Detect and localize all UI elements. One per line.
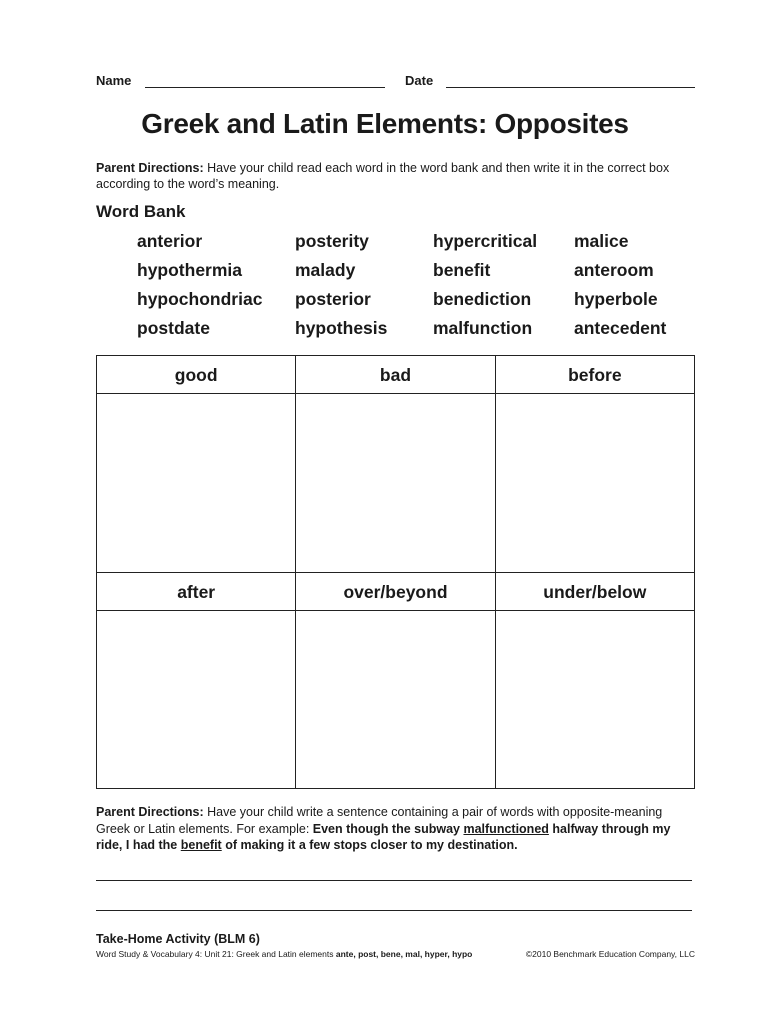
header-under-below: under/below [495, 573, 694, 610]
sorting-table-bottom [96, 572, 695, 789]
word-bank-word: anteroom [574, 260, 654, 280]
header-after: after [177, 582, 216, 602]
directions-label: Parent Directions: [96, 161, 204, 175]
word-bank-word: posterity [295, 231, 369, 251]
directions-label: Parent Directions: [96, 805, 204, 819]
sentence-answer-line-2[interactable] [96, 910, 692, 911]
answer-box-over-beyond[interactable] [295, 611, 494, 788]
word-bank-word: hypothermia [137, 260, 243, 280]
answer-box-good[interactable] [97, 394, 295, 572]
example-text: halfway through my ride, I had the [96, 821, 671, 852]
table-body-row [97, 394, 694, 572]
word-bank-column-1 [137, 228, 262, 344]
word-bank-word: malady [295, 260, 356, 280]
example-word-benefit: benefit [180, 838, 222, 852]
footer-unit-info [96, 949, 472, 959]
word-bank-word: hypercritical [433, 231, 538, 251]
sorting-table-top [96, 355, 695, 573]
word-bank-word: hypochondriac [137, 289, 263, 309]
word-bank-word: hyperbole [574, 289, 658, 309]
table-body-row [97, 611, 694, 788]
word-bank-word: malice [574, 231, 629, 251]
word-bank-word: postdate [137, 318, 210, 338]
footer-activity-title: Take-Home Activity (BLM 6) [96, 932, 260, 946]
date-label: Date [405, 73, 434, 88]
table-header-row [97, 573, 694, 611]
date-line[interactable] [446, 87, 695, 88]
name-line[interactable] [145, 87, 385, 88]
word-bank-word: benediction [433, 289, 532, 309]
example-word-malfunctioned: malfunctioned [463, 821, 549, 836]
word-bank-word: posterior [295, 289, 371, 309]
word-bank-title: Word Bank [96, 202, 186, 221]
answer-box-before[interactable] [495, 394, 694, 572]
table-header-row [97, 356, 694, 394]
header-before: before [495, 356, 694, 393]
word-bank-word: malfunction [433, 318, 533, 338]
footer-unit-text: Word Study & Vocabulary 4: Unit 21: Greek and Latin elements [96, 949, 336, 959]
word-bank-word: benefit [433, 260, 491, 280]
header-good: good [174, 365, 218, 385]
word-bank-column-4 [574, 228, 666, 344]
sentence-answer-line-1[interactable] [96, 880, 692, 881]
directions-text: Have your child write a sentence containing a pair of words with opposite-meaning Greek or Latin elements. For example: [96, 805, 663, 836]
word-bank-column-3 [433, 228, 537, 344]
answer-box-bad[interactable] [295, 394, 494, 572]
answer-box-after[interactable] [97, 611, 295, 788]
example-text: Even though the subway [312, 821, 464, 836]
footer-copyright: ©2010 Benchmark Education Company, LLC [525, 949, 695, 959]
header-bad: bad [295, 356, 494, 393]
footer-unit-elements: ante, post, bene, mal, hyper, hypo [335, 949, 473, 959]
name-label: Name [96, 73, 132, 88]
word-bank-word: anterior [137, 231, 203, 251]
page-title: Greek and Latin Elements: Opposites [141, 108, 629, 139]
example-text: of making it a few stops closer to my destination. [221, 838, 518, 852]
word-bank-column-2 [295, 228, 387, 344]
header-over-beyond: over/beyond [295, 573, 494, 610]
word-bank-word: antecedent [574, 318, 667, 338]
parent-directions-2 [96, 804, 696, 854]
parent-directions-1 [96, 160, 696, 192]
directions-text: Have your child read each word in the word bank and then write it in the correct box according to the word’s meaning. [96, 161, 670, 191]
answer-box-under-below[interactable] [495, 611, 694, 788]
word-bank-word: hypothesis [295, 318, 388, 338]
